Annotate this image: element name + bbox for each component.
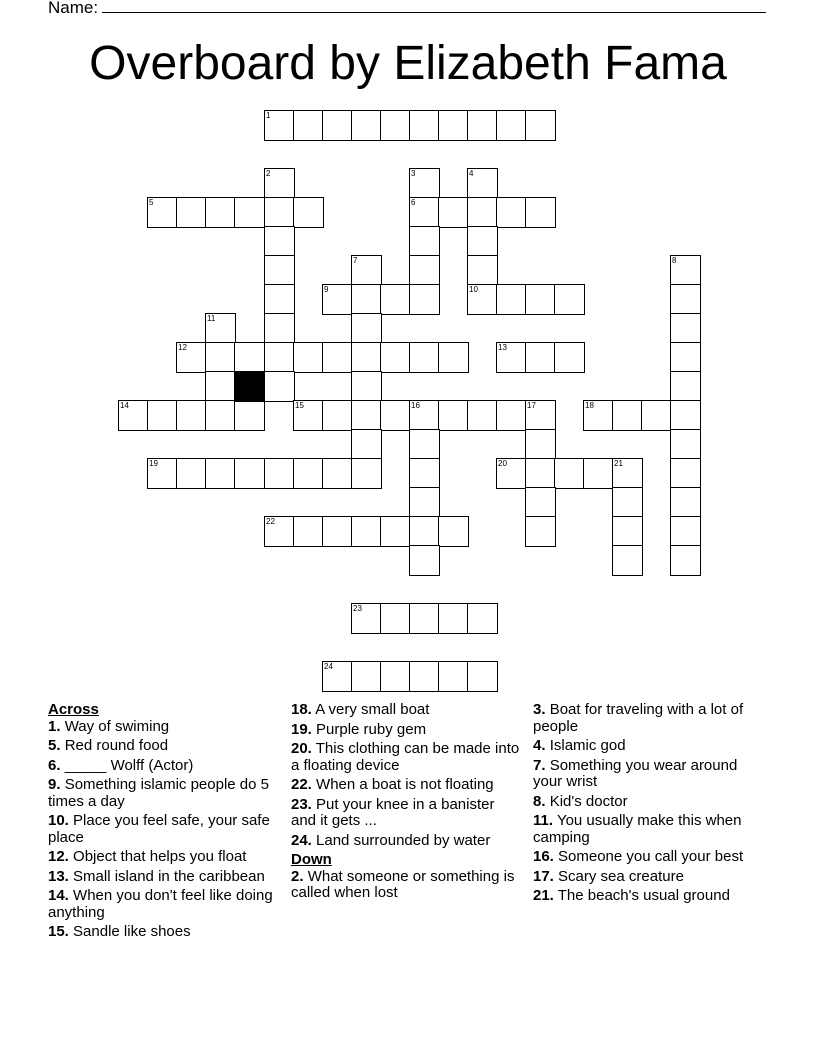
grid-cell[interactable]	[351, 255, 382, 286]
clue-number: 19.	[291, 720, 312, 738]
grid-cell[interactable]	[293, 516, 324, 547]
clue-item	[533, 869, 763, 886]
clue-number: 14.	[48, 887, 69, 904]
grid-cell[interactable]	[380, 603, 411, 634]
grid-cell[interactable]	[351, 371, 382, 402]
grid-cell[interactable]	[147, 197, 178, 228]
grid-cell[interactable]	[293, 197, 324, 228]
clue-text: When a boat is not floating	[316, 776, 494, 793]
grid-cell[interactable]	[322, 110, 353, 141]
grid-cell[interactable]	[525, 487, 556, 518]
grid-cell[interactable]	[438, 516, 469, 547]
grid-cell[interactable]	[351, 516, 382, 547]
cell-number: 14	[120, 401, 129, 410]
grid-cell[interactable]	[525, 110, 556, 141]
clue-item	[291, 722, 521, 739]
grid-cell[interactable]	[467, 661, 498, 692]
clue-number: 21.	[533, 887, 554, 904]
cell-number: 6	[411, 198, 416, 207]
grid-cell[interactable]	[670, 400, 701, 431]
grid-cell[interactable]	[670, 516, 701, 547]
grid-cell[interactable]	[264, 110, 295, 141]
grid-cell[interactable]	[438, 661, 469, 692]
cell-number: 9	[324, 285, 329, 294]
clue-text: _____ Wolff (Actor)	[64, 756, 194, 774]
grid-cell[interactable]	[380, 661, 411, 692]
clue-text: Place you feel safe, your safe place	[48, 812, 270, 846]
grid-cell[interactable]	[670, 284, 701, 315]
cell-number: 12	[178, 343, 187, 352]
clue-number: 11.	[533, 812, 554, 829]
clue-number: 15.	[48, 923, 69, 940]
clue-item	[48, 813, 278, 846]
clue-item	[48, 924, 278, 941]
clue-text: Way of swiming	[64, 717, 170, 735]
clue-text: When you don't feel like doing anything	[48, 887, 273, 921]
grid-cell[interactable]	[380, 516, 411, 547]
grid-cell[interactable]	[409, 284, 440, 315]
grid-cell[interactable]	[525, 284, 556, 315]
grid-cell[interactable]	[467, 110, 498, 141]
grid-cell[interactable]	[670, 545, 701, 576]
grid-cell[interactable]	[264, 168, 295, 199]
clue-item	[291, 777, 521, 794]
grid-cell[interactable]	[496, 458, 527, 489]
grid-cell[interactable]	[583, 400, 614, 431]
grid-cell[interactable]	[205, 197, 236, 228]
grid-cell[interactable]	[496, 342, 527, 373]
cell-number: 19	[149, 459, 158, 468]
grid-cell[interactable]	[409, 255, 440, 286]
grid-cell[interactable]	[264, 284, 295, 315]
clue-number: 10.	[48, 812, 69, 829]
grid-cell[interactable]	[351, 284, 382, 315]
clue-number: 12.	[48, 848, 69, 865]
grid-cell[interactable]	[293, 458, 324, 489]
cell-number: 20	[498, 459, 507, 468]
grid-cell[interactable]	[670, 458, 701, 489]
grid-cell[interactable]	[322, 458, 353, 489]
cell-number: 7	[353, 256, 358, 265]
clue-item	[533, 794, 763, 811]
clue-text: Put your knee in a banister and it gets ...	[291, 795, 495, 829]
grid-cell[interactable]	[293, 400, 324, 431]
grid-cell[interactable]	[234, 342, 265, 373]
clue-number: 3.	[533, 701, 546, 718]
grid-cell[interactable]	[409, 603, 440, 634]
clue-text: Object that helps you float	[73, 848, 247, 865]
grid-cell[interactable]	[467, 197, 498, 228]
grid-cell[interactable]	[322, 400, 353, 431]
grid-cell[interactable]	[176, 197, 207, 228]
clue-item	[291, 702, 521, 719]
clue-number: 7.	[533, 756, 546, 774]
clue-number: 5.	[48, 737, 61, 754]
cell-number: 13	[498, 343, 507, 352]
cell-number: 18	[585, 401, 594, 410]
clue-number: 4.	[533, 737, 546, 754]
clue-number: 24.	[291, 831, 312, 849]
grid-cell[interactable]	[525, 429, 556, 460]
grid-cell[interactable]	[612, 516, 643, 547]
grid-cell[interactable]	[380, 400, 411, 431]
grid-cell[interactable]	[467, 400, 498, 431]
grid-cell[interactable]	[351, 661, 382, 692]
grid-cell[interactable]	[264, 226, 295, 257]
grid-cell[interactable]	[351, 603, 382, 634]
clue-item	[48, 849, 278, 866]
grid-cell[interactable]	[409, 197, 440, 228]
clue-number: 16.	[533, 848, 554, 865]
clue-item	[48, 719, 278, 736]
grid-cell[interactable]	[147, 458, 178, 489]
grid-cell[interactable]	[467, 226, 498, 257]
grid-cell[interactable]	[351, 110, 382, 141]
grid-cell[interactable]	[351, 342, 382, 373]
grid-cell[interactable]	[583, 458, 614, 489]
grid-cell[interactable]	[234, 400, 265, 431]
clue-item	[533, 849, 763, 866]
grid-cell[interactable]	[264, 371, 295, 402]
grid-cell[interactable]	[670, 371, 701, 402]
clue-number: 22.	[291, 776, 312, 793]
grid-cell[interactable]	[612, 400, 643, 431]
grid-cell[interactable]	[612, 545, 643, 576]
clue-item	[291, 833, 521, 850]
grid-cell[interactable]	[264, 313, 295, 344]
grid-cell[interactable]	[525, 400, 556, 431]
grid-cell[interactable]	[351, 458, 382, 489]
grid-cell[interactable]	[118, 400, 149, 431]
clue-item	[291, 869, 521, 902]
cell-number: 22	[266, 517, 275, 526]
grid-cell[interactable]	[351, 313, 382, 344]
grid-cell[interactable]	[380, 110, 411, 141]
cell-number: 5	[149, 198, 154, 207]
clue-text: Something islamic people do 5 times a day	[48, 776, 269, 810]
grid-cell[interactable]	[409, 342, 440, 373]
clue-item	[48, 758, 278, 775]
clue-text: Scary sea creature	[558, 867, 684, 885]
grid-cell[interactable]	[670, 487, 701, 518]
grid-cell[interactable]	[438, 400, 469, 431]
grid-cell[interactable]	[351, 400, 382, 431]
grid-cell[interactable]	[670, 342, 701, 373]
grid-cell[interactable]	[205, 458, 236, 489]
clue-item	[291, 797, 521, 830]
clue-text: A very small boat	[315, 701, 430, 718]
grid-cell[interactable]	[409, 429, 440, 460]
grid-cell[interactable]	[234, 458, 265, 489]
grid-cell[interactable]	[322, 516, 353, 547]
clue-text: The beach's usual ground	[557, 887, 730, 904]
grid-cell[interactable]	[438, 342, 469, 373]
grid-cell[interactable]	[322, 661, 353, 692]
grid-cell[interactable]	[496, 284, 527, 315]
clue-text: Someone you call your best	[558, 848, 744, 865]
grid-cell[interactable]	[612, 458, 643, 489]
clue-item	[533, 702, 763, 735]
grid-cell[interactable]	[612, 487, 643, 518]
grid-cell[interactable]	[264, 516, 295, 547]
cell-number: 1	[266, 111, 271, 120]
grid-cell[interactable]	[409, 110, 440, 141]
grid-cell[interactable]	[641, 400, 672, 431]
clue-number: 8.	[533, 792, 546, 810]
across-header: Across	[48, 701, 99, 718]
cell-number: 11	[207, 314, 216, 323]
clue-text: Sandle like shoes	[73, 923, 191, 940]
grid-cell[interactable]	[554, 458, 585, 489]
grid-cell[interactable]	[264, 255, 295, 286]
grid-cell[interactable]	[380, 284, 411, 315]
grid-cell[interactable]	[525, 458, 556, 489]
clue-text: You usually make this when camping	[533, 812, 742, 846]
cell-number: 16	[411, 401, 420, 410]
cell-number: 10	[469, 285, 478, 294]
clue-item	[533, 888, 763, 905]
grid-cell[interactable]	[147, 400, 178, 431]
grid-cell[interactable]	[409, 545, 440, 576]
clue-number: 23.	[291, 795, 312, 813]
grid-cell[interactable]	[264, 342, 295, 373]
grid-cell[interactable]	[670, 255, 701, 286]
grid-cell[interactable]	[467, 168, 498, 199]
grid-cell[interactable]	[409, 458, 440, 489]
grid-cell[interactable]	[496, 400, 527, 431]
grid-cell[interactable]	[467, 284, 498, 315]
clues-column-3	[533, 702, 763, 908]
clue-text: Red round food	[64, 737, 169, 754]
down-header: Down	[291, 851, 332, 868]
clue-number: 9.	[48, 776, 61, 793]
clue-item	[533, 738, 763, 755]
clue-text: Something you wear around your wrist	[533, 756, 738, 790]
clue-text: This clothing can be made into a floating device	[291, 740, 520, 774]
grid-cell[interactable]	[205, 400, 236, 431]
grid-cell[interactable]	[409, 168, 440, 199]
clue-text: Land surrounded by water	[316, 831, 491, 849]
grid-cell[interactable]	[293, 342, 324, 373]
grid-cell[interactable]	[409, 400, 440, 431]
grid-cell[interactable]	[496, 197, 527, 228]
clue-number: 17.	[533, 867, 554, 885]
clue-number: 18.	[291, 701, 312, 718]
grid-cell[interactable]	[467, 603, 498, 634]
grid-cell[interactable]	[438, 197, 469, 228]
cell-number: 2	[266, 169, 271, 178]
name-label: Name:	[48, 0, 99, 17]
grid-cell[interactable]	[205, 342, 236, 373]
clues-column-1	[48, 702, 278, 944]
clue-text: Small island in the caribbean	[73, 867, 265, 885]
clue-number: 1.	[48, 717, 61, 735]
grid-cell[interactable]	[409, 226, 440, 257]
cell-number: 3	[411, 169, 416, 178]
grid-cell[interactable]	[496, 110, 527, 141]
grid-cell[interactable]	[264, 197, 295, 228]
clue-item	[533, 758, 763, 791]
grid-cell[interactable]	[525, 197, 556, 228]
clue-number: 2.	[291, 867, 304, 885]
grid-cell[interactable]	[176, 342, 207, 373]
grid-cell[interactable]	[554, 342, 585, 373]
grid-cell[interactable]	[554, 284, 585, 315]
clue-number: 6.	[48, 756, 61, 774]
cell-number: 8	[672, 256, 677, 265]
clue-text: Kid's doctor	[549, 792, 628, 810]
grid-cell[interactable]	[205, 313, 236, 344]
page-title: Overboard by Elizabeth Fama	[89, 37, 727, 90]
grid-cell[interactable]	[670, 313, 701, 344]
grid-cell[interactable]	[409, 516, 440, 547]
grid-cell[interactable]	[205, 371, 236, 402]
grid-cell[interactable]	[380, 342, 411, 373]
cell-number: 17	[527, 401, 536, 410]
cell-number: 23	[353, 604, 362, 613]
clues-column-2	[291, 702, 521, 905]
grid-cell[interactable]	[438, 110, 469, 141]
clue-item	[533, 813, 763, 846]
grid-cell[interactable]	[670, 429, 701, 460]
clue-item	[48, 888, 278, 921]
clue-text: Boat for traveling with a lot of people	[533, 701, 744, 735]
grid-cell[interactable]	[176, 400, 207, 431]
cell-number: 15	[295, 401, 304, 410]
clue-text: Islamic god	[549, 737, 626, 754]
clue-item	[48, 869, 278, 886]
grid-cell[interactable]	[176, 458, 207, 489]
cell-number: 4	[469, 169, 474, 178]
clue-text: What someone or something is called when lost	[291, 867, 515, 901]
clue-item	[48, 777, 278, 810]
grid-cell[interactable]	[525, 516, 556, 547]
black-cell	[234, 371, 265, 402]
grid-cell[interactable]	[525, 342, 556, 373]
grid-cell[interactable]	[264, 458, 295, 489]
grid-cell[interactable]	[234, 197, 265, 228]
cell-number: 24	[324, 662, 333, 671]
clue-number: 13.	[48, 867, 69, 885]
grid-cell[interactable]	[293, 110, 324, 141]
clue-item	[48, 738, 278, 755]
grid-cell[interactable]	[322, 342, 353, 373]
clue-item	[291, 741, 521, 774]
clue-number: 20.	[291, 740, 312, 757]
grid-cell[interactable]	[351, 429, 382, 460]
grid-cell[interactable]	[322, 284, 353, 315]
clue-text: Purple ruby gem	[316, 720, 427, 738]
grid-cell[interactable]	[438, 603, 469, 634]
grid-cell[interactable]	[467, 255, 498, 286]
grid-cell[interactable]	[409, 487, 440, 518]
grid-cell[interactable]	[409, 661, 440, 692]
cell-number: 21	[614, 459, 623, 468]
